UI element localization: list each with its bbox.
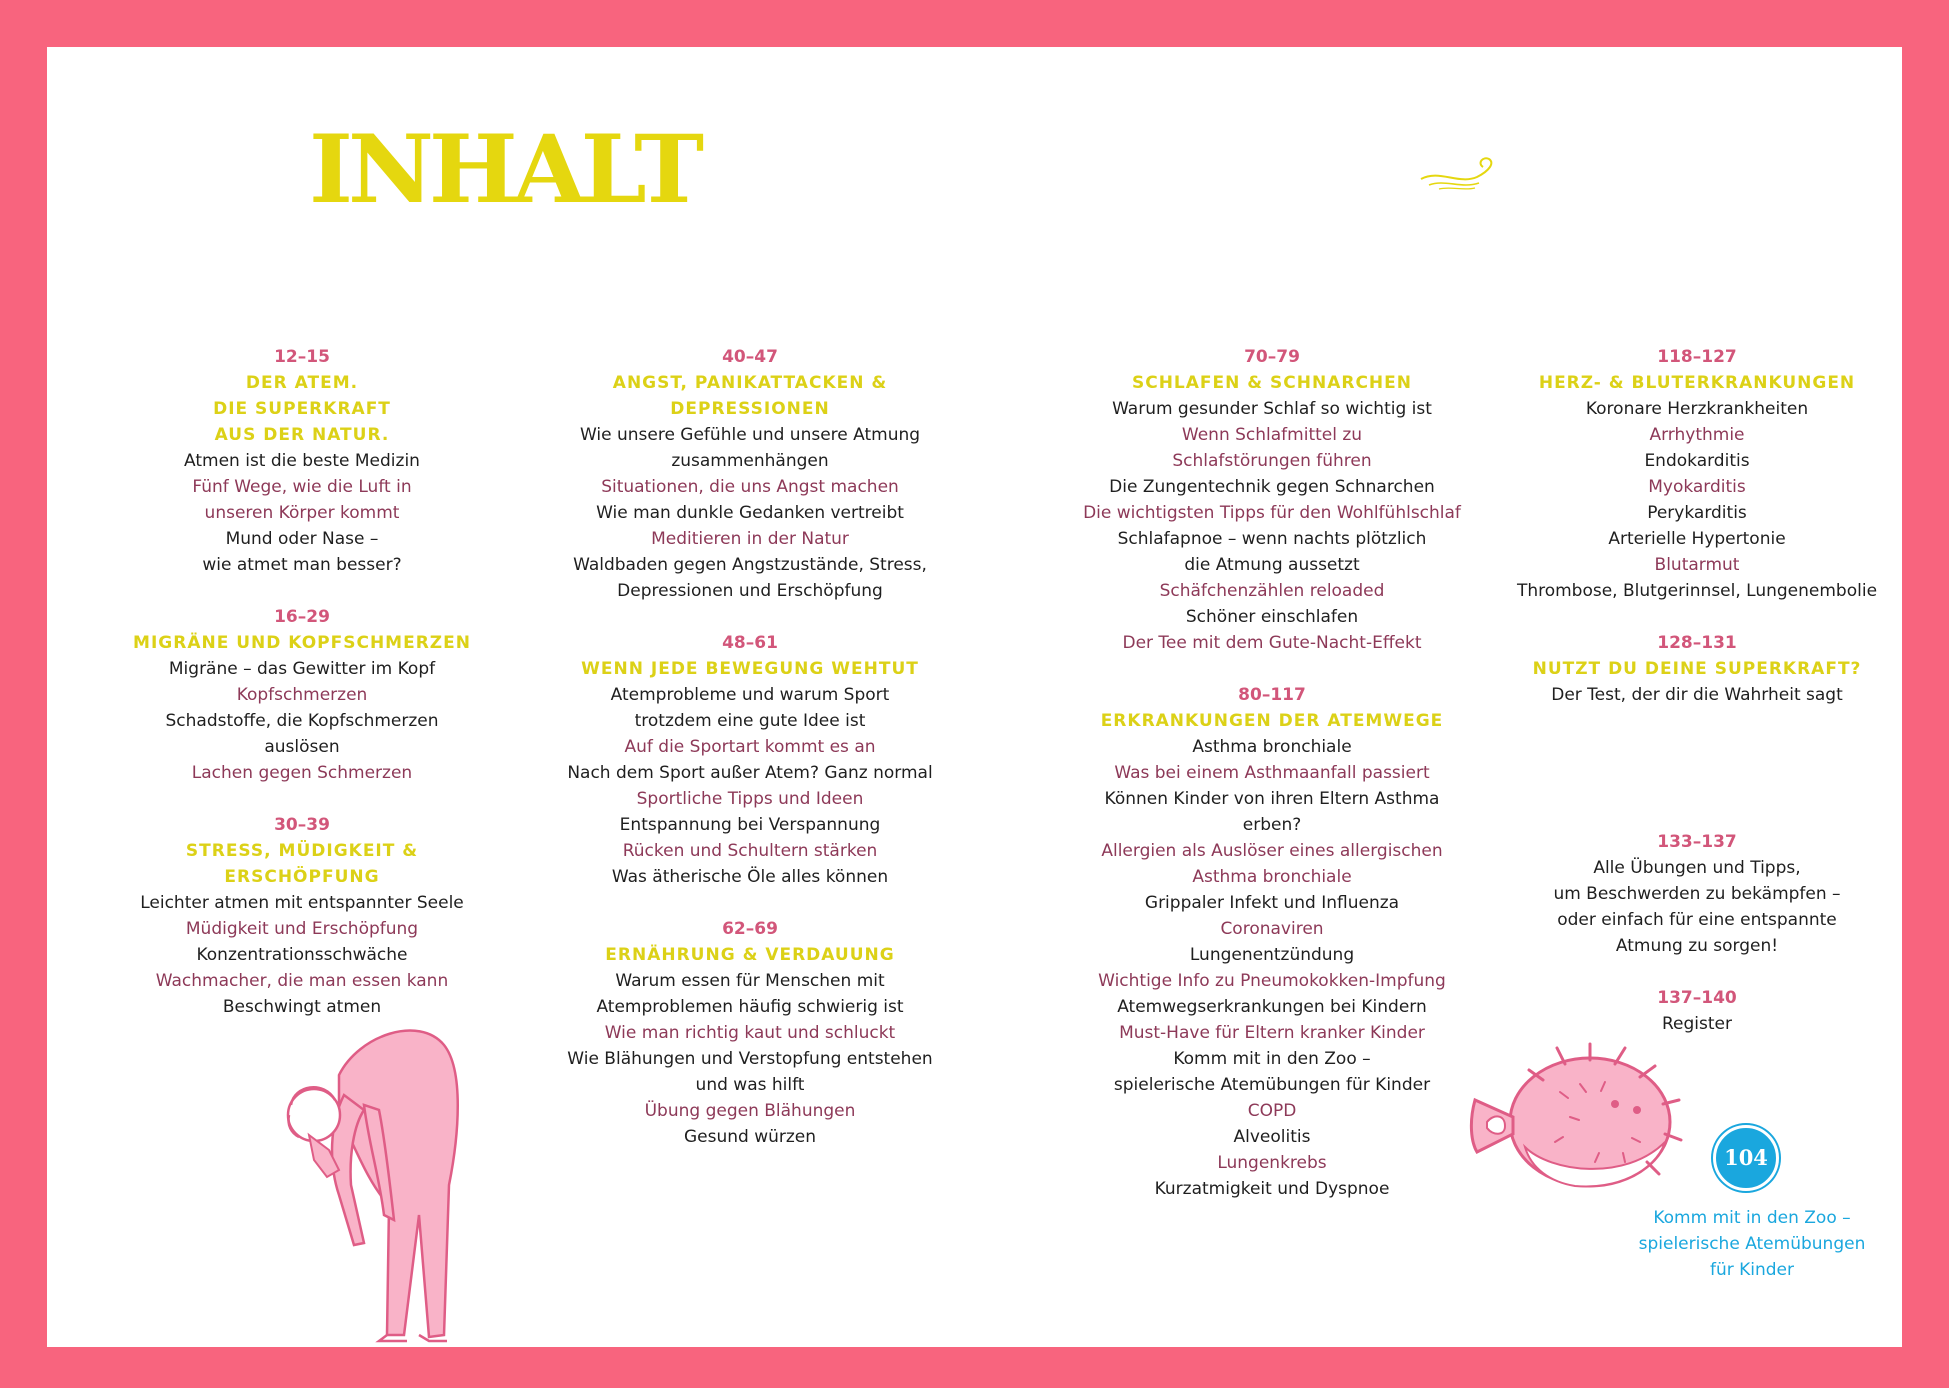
toc-section <box>127 812 477 1020</box>
section-heading: ERNÄHRUNG & VERDAUUNG <box>605 945 895 965</box>
toc-section <box>1047 682 1497 1202</box>
section-heading: MIGRÄNE UND KOPFSCHMERZEN <box>133 633 471 653</box>
toc-entry: Was bei einem Asthmaanfall passiert <box>1114 763 1430 783</box>
section-page-range: 62–69 <box>722 919 778 939</box>
toc-entry: die Atmung aussetzt <box>1184 555 1360 575</box>
toc-entry: trotzdem eine gute Idee ist <box>634 711 866 731</box>
toc-section <box>505 344 995 604</box>
toc-entry: Wie man richtig kaut und schluckt <box>604 1023 896 1043</box>
section-page-range: 30–39 <box>274 815 330 835</box>
toc-entry: Migräne – das Gewitter im Kopf <box>168 659 436 679</box>
toc-entry: zusammenhängen <box>671 451 829 471</box>
section-page-range: 48–61 <box>722 633 778 653</box>
toc-entry: Schlafapnoe – wenn nachts plötzlich <box>1117 529 1427 549</box>
toc-entry: Warum gesunder Schlaf so wichtig ist <box>1112 399 1432 419</box>
toc-section <box>1047 344 1497 656</box>
toc-entry: Situationen, die uns Angst machen <box>601 477 899 497</box>
toc-entry: Kurzatmigkeit und Dyspnoe <box>1154 1179 1390 1199</box>
toc-entry: Lachen gegen Schmerzen <box>191 763 413 783</box>
toc-entry: Lungenkrebs <box>1217 1153 1327 1173</box>
toc-entry: Was ätherische Öle alles können <box>611 867 889 887</box>
illustration-caption <box>1617 1205 1887 1283</box>
toc-entry: oder einfach für eine entspannte <box>1557 910 1837 930</box>
toc-entry: auslösen <box>264 737 340 757</box>
toc-column-2 <box>505 344 995 1176</box>
toc-entry: Komm mit in den Zoo – <box>1173 1049 1371 1069</box>
toc-entry: Rücken und Schultern stärken <box>622 841 878 861</box>
toc-entry: Register <box>1662 1014 1732 1034</box>
toc-entry: Endokarditis <box>1644 451 1750 471</box>
toc-entry: Fünf Wege, wie die Luft in <box>192 477 412 497</box>
toc-entry: Der Tee mit dem Gute-Nacht-Effekt <box>1122 633 1422 653</box>
toc-entry: Wenn Schlafmittel zu <box>1181 425 1363 445</box>
toc-entry: Coronaviren <box>1220 919 1324 939</box>
section-heading: DIE SUPERKRAFT <box>213 399 391 419</box>
toc-entry: Schadstoffe, die Kopfschmerzen <box>165 711 439 731</box>
toc-entry: Konzentrationsschwäche <box>196 945 408 965</box>
toc-entry: Koronare Herzkrankheiten <box>1585 399 1809 419</box>
toc-entry: Schöner einschlafen <box>1185 607 1359 627</box>
toc-entry: Thrombose, Blutgerinnsel, Lungenembolie <box>1516 581 1878 601</box>
toc-entry: Must-Have für Eltern kranker Kinder <box>1119 1023 1425 1043</box>
section-heading: ANGST, PANIKATTACKEN & <box>612 373 888 393</box>
section-heading: SCHLAFEN & SCHNARCHEN <box>1131 373 1413 393</box>
toc-entry: erben? <box>1242 815 1302 835</box>
toc-entry: spielerische Atemübungen für Kinder <box>1113 1075 1431 1095</box>
toc-entry: und was hilft <box>695 1075 805 1095</box>
toc-entry: Schäfchenzählen reloaded <box>1159 581 1385 601</box>
toc-entry: Die wichtigsten Tipps für den Wohlfühlschlaf <box>1083 503 1461 523</box>
toc-entry: Perykarditis <box>1647 503 1747 523</box>
toc-entry: Myokarditis <box>1648 477 1746 497</box>
toc-entry: Depressionen und Erschöpfung <box>617 581 883 601</box>
toc-entry: Gesund würzen <box>683 1127 817 1147</box>
toc-entry: Sportliche Tipps und Ideen <box>636 789 864 809</box>
toc-entry: Warum essen für Menschen mit <box>615 971 885 991</box>
toc-section <box>1482 344 1902 604</box>
toc-column-1 <box>127 344 477 1046</box>
toc-entry: Meditieren in der Natur <box>651 529 849 549</box>
section-heading: DER ATEM. <box>245 373 359 393</box>
toc-entry: um Beschwerden zu bekämpfen – <box>1553 884 1841 904</box>
section-heading: AUS DER NATUR. <box>214 425 390 445</box>
section-page-range: 128–131 <box>1657 633 1737 653</box>
section-page-range: 137–140 <box>1657 988 1737 1008</box>
section-heading: HERZ- & BLUTERKRANKUNGEN <box>1538 373 1856 393</box>
toc-entry: Atemproblemen häufig schwierig ist <box>596 997 904 1017</box>
section-heading: WENN JEDE BEWEGUNG WEHTUT <box>581 659 919 679</box>
toc-entry: Lungenentzündung <box>1189 945 1355 965</box>
section-page-range: 118–127 <box>1657 347 1737 367</box>
section-page-range: 16–29 <box>274 607 330 627</box>
toc-entry: Arrhythmie <box>1649 425 1745 445</box>
toc-entry: Atmen ist die beste Medizin <box>184 451 420 471</box>
toc-column-4 <box>1482 344 1902 1063</box>
toc-entry: Müdigkeit und Erschöpfung <box>185 919 419 939</box>
toc-section <box>127 604 477 786</box>
toc-entry: Asthma bronchiale <box>1192 737 1352 757</box>
toc-entry: Wie Blähungen und Verstopfung entstehen <box>567 1049 933 1069</box>
section-page-range: 80–117 <box>1238 685 1306 705</box>
toc-entry: Arterielle Hypertonie <box>1608 529 1786 549</box>
toc-entry: Atmung zu sorgen! <box>1615 936 1779 956</box>
toc-entry: Allergien als Auslöser eines allergischen <box>1101 841 1443 861</box>
toc-entry: Beschwingt atmen <box>222 997 382 1017</box>
toc-entry: Blutarmut <box>1654 555 1740 575</box>
toc-entry: Waldbaden gegen Angstzustände, Stress, <box>573 555 927 575</box>
toc-entry: Wie man dunkle Gedanken vertreibt <box>596 503 904 523</box>
toc-entry: Schlafstörungen führen <box>1172 451 1372 471</box>
toc-section <box>505 916 995 1150</box>
section-page-range: 12–15 <box>274 347 330 367</box>
caption-line: spielerische Atemübungen <box>1638 1234 1866 1254</box>
toc-section <box>1482 829 1902 959</box>
section-heading: ERSCHÖPFUNG <box>224 867 380 887</box>
toc-section <box>505 630 995 890</box>
toc-entry: Wachmacher, die man essen kann <box>155 971 449 991</box>
toc-entry: Atemprobleme und warum Sport <box>610 685 890 705</box>
toc-entry: Kopfschmerzen <box>236 685 368 705</box>
toc-entry: unseren Körper kommt <box>204 503 400 523</box>
toc-entry: Alveolitis <box>1233 1127 1311 1147</box>
toc-section <box>1482 630 1902 708</box>
toc-entry: COPD <box>1247 1101 1297 1121</box>
section-spacer <box>1482 734 1902 829</box>
bending-person-illustration <box>269 1015 509 1345</box>
toc-entry: Mund oder Nase – <box>225 529 379 549</box>
toc-entry: Können Kinder von ihren Eltern Asthma <box>1104 789 1440 809</box>
page-title: INHALT <box>309 115 700 225</box>
section-heading: NUTZT DU DEINE SUPERKRAFT? <box>1532 659 1862 679</box>
caption-line: für Kinder <box>1709 1260 1795 1280</box>
flourish-ornament <box>1419 155 1504 195</box>
toc-entry: Leichter atmen mit entspannter Seele <box>140 893 464 913</box>
toc-section <box>127 344 477 578</box>
caption-line: Komm mit in den Zoo – <box>1653 1208 1851 1228</box>
section-heading: ERKRANKUNGEN DER ATEMWEGE <box>1100 711 1444 731</box>
page-badge: 104 <box>1713 1125 1779 1191</box>
toc-entry: wie atmet man besser? <box>202 555 402 575</box>
toc-entry: Nach dem Sport außer Atem? Ganz normal <box>567 763 933 783</box>
toc-entry: Alle Übungen und Tipps, <box>1593 858 1801 878</box>
toc-entry: Auf die Sportart kommt es an <box>624 737 876 757</box>
toc-entry: Grippaler Infekt und Influenza <box>1144 893 1400 913</box>
toc-entry: Die Zungentechnik gegen Schnarchen <box>1109 477 1435 497</box>
toc-entry: Wichtige Info zu Pneumokokken-Impfung <box>1098 971 1446 991</box>
section-heading: DEPRESSIONEN <box>670 399 830 419</box>
toc-entry: Entspannung bei Verspannung <box>619 815 881 835</box>
section-page-range: 133–137 <box>1657 832 1737 852</box>
toc-entry: Asthma bronchiale <box>1192 867 1352 887</box>
section-page-range: 40–47 <box>722 347 778 367</box>
toc-entry: Wie unsere Gefühle und unsere Atmung <box>579 425 921 445</box>
pufferfish-illustration <box>1465 1022 1695 1207</box>
toc-entry: Atemwegserkrankungen bei Kindern <box>1117 997 1427 1017</box>
toc-entry: Übung gegen Blähungen <box>644 1101 856 1121</box>
toc-page <box>47 47 1902 1347</box>
section-heading: STRESS, MÜDIGKEIT & <box>185 841 419 861</box>
toc-entry: Der Test, der dir die Wahrheit sagt <box>1551 685 1843 705</box>
toc-column-3 <box>1047 344 1497 1228</box>
section-page-range: 70–79 <box>1244 347 1300 367</box>
